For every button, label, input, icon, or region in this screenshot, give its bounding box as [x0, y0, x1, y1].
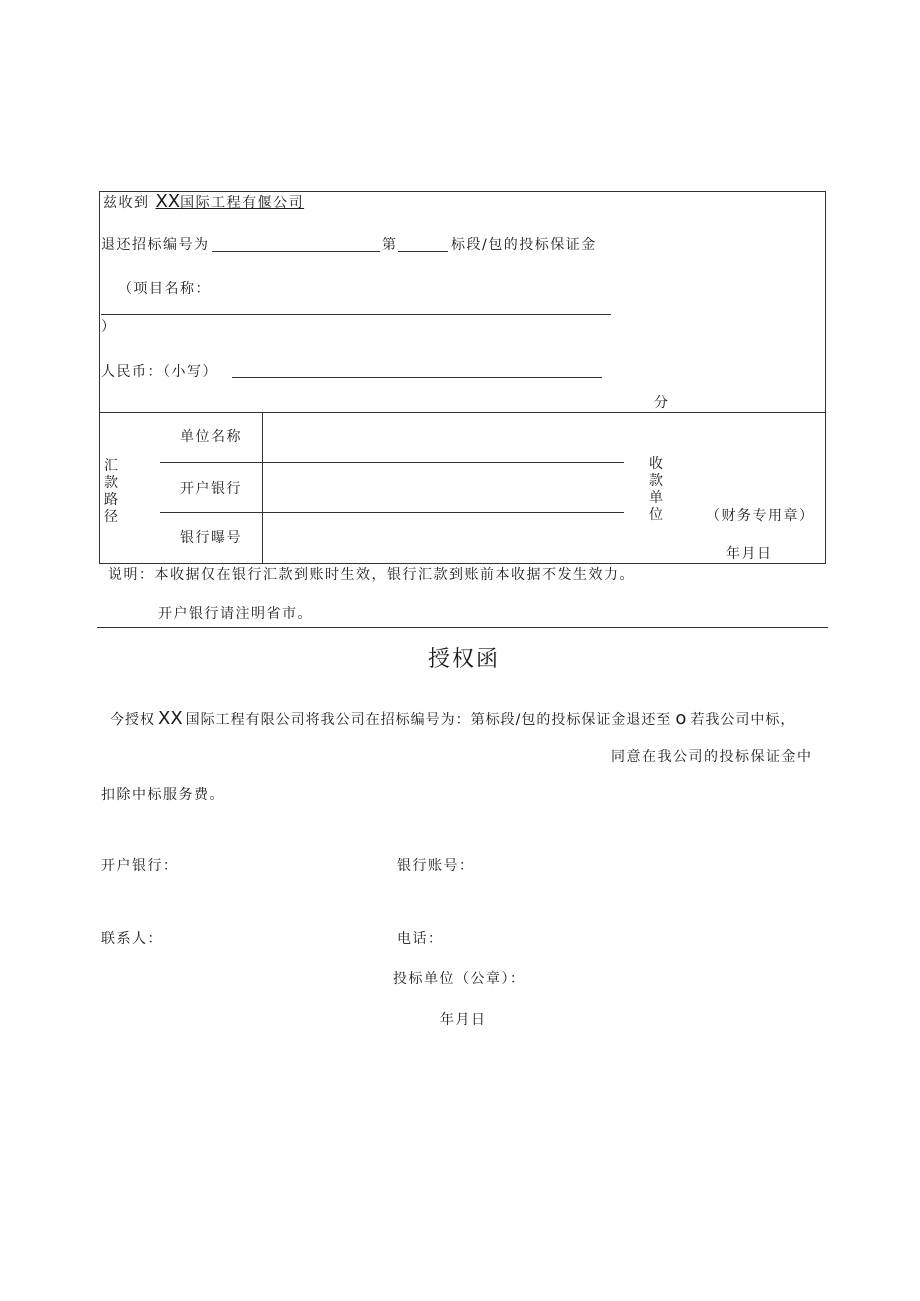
receipt-date: 年月日 [726, 546, 773, 562]
letter-title: 授权函 [428, 647, 501, 672]
letter-phone-label: 电话： [397, 931, 444, 947]
receipt-line2-b: 第 [382, 237, 398, 253]
note-1: 说明：本收据仅在银行汇款到账时生效，银行汇款到账前本收据不发生效力。 [108, 567, 635, 583]
row-divider-1 [160, 462, 624, 463]
close-paren: ） [101, 319, 117, 335]
unit-name-label: 单位名称 [180, 429, 242, 445]
payee-label: 收 款 单 位 [649, 456, 663, 523]
section-separator [97, 627, 828, 628]
receipt-line2-c: 标段/包的投标保证金 [451, 237, 597, 253]
note-2: 开户银行请注明省市。 [158, 606, 313, 622]
letter-contact-label: 联系人： [101, 931, 163, 947]
bank-label: 开户银行 [180, 481, 242, 497]
lot-blank [398, 251, 448, 252]
letter-bank-label: 开户银行： [101, 858, 179, 874]
project-name-label: （项目名称： [118, 281, 211, 297]
letter-body-1: 今授权 XX 国际工程有限公司将我公司在招标编号为：第标段/包的投标保证金退还至 o 若我公司中标， [110, 708, 796, 729]
receipt-divider [99, 412, 826, 413]
route-label: 汇 款 路 径 [104, 458, 118, 525]
tender-number-blank [212, 251, 380, 252]
rmb-blank [232, 377, 602, 378]
account-label: 银行曝号 [180, 530, 242, 546]
finance-seal-label: （财务专用章） [706, 508, 815, 524]
letter-body-3: 扣除中标服务费。 [101, 787, 225, 803]
rmb-label: 人民币：（小写） [101, 364, 218, 380]
receipt-line2: 退还招标编号为 [101, 237, 210, 253]
field-column-divider [262, 412, 263, 564]
project-name-blank [101, 314, 611, 315]
letter-body-2: 同意在我公司的投标保证金中 [611, 749, 813, 765]
letter-account-label: 银行账号： [397, 858, 475, 874]
fen-label: 分 [654, 395, 670, 411]
letter-bidder-seal: 投标单位（公章）： [393, 971, 526, 987]
receipt-line1: 兹收到 XX国际工程有偃公司 [103, 191, 305, 212]
row-divider-2 [160, 512, 624, 513]
letter-date: 年月日 [440, 1012, 487, 1028]
